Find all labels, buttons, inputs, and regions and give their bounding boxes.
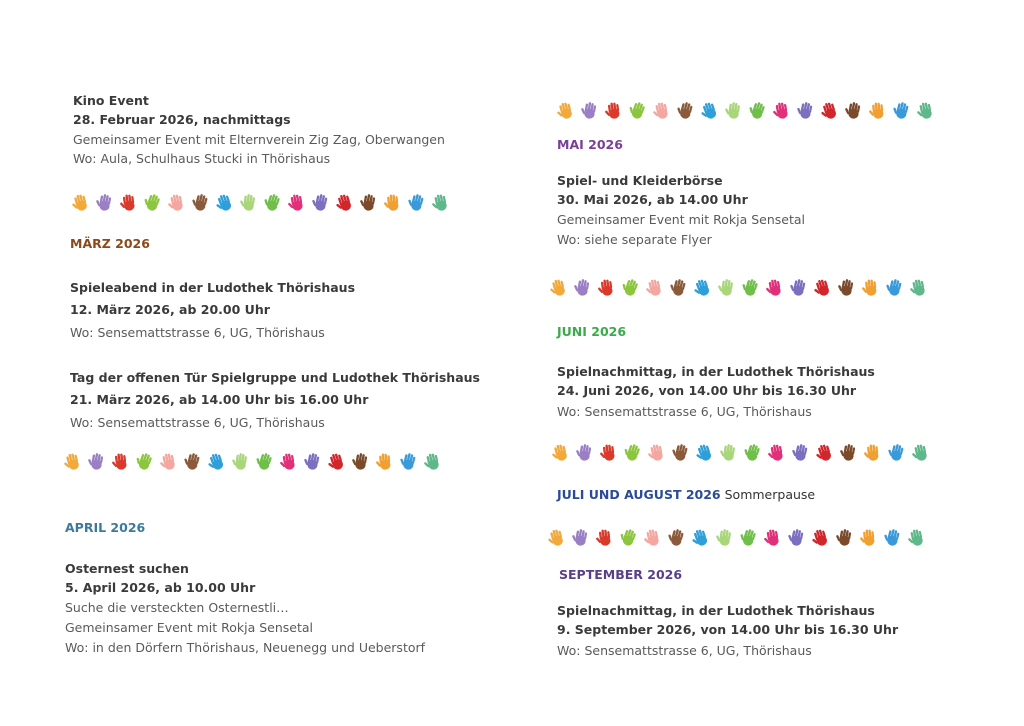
handprint-icon: [570, 275, 595, 300]
handprint-icon: [841, 98, 866, 123]
handprint-icon: [595, 276, 620, 301]
handprint-icon: [164, 190, 190, 216]
handprint-icon: [668, 440, 695, 467]
handprint-icon: [619, 439, 647, 467]
handprint-icon: [644, 440, 670, 466]
handprint-icon: [866, 99, 890, 123]
handprint-icon: [649, 98, 675, 124]
event-title: Spieleabend in der Ludothek Thörishaus: [70, 280, 356, 295]
handprint-icon: [715, 276, 740, 301]
handprint-icon: [642, 275, 668, 301]
handprint-icon: [908, 440, 934, 466]
handprint-icon: [300, 449, 326, 475]
handprint-icon: [884, 440, 911, 467]
handprint-icon: [373, 450, 397, 474]
handprint-icon: [739, 439, 767, 467]
summer-break-note: Sommerpause: [724, 487, 816, 502]
handprint-icon: [691, 439, 719, 467]
handprint-icon: [139, 189, 167, 217]
handprint-icon: [188, 190, 215, 217]
handprint-icon: [109, 450, 134, 475]
event-description: Gemeinsamer Event mit Rokja Sensetal: [65, 620, 313, 635]
event-title: Tag der offenen Tür Spielgruppe und Ludothek Thörishaus: [70, 370, 480, 385]
event-location: Wo: in den Dörfern Thörishaus, Neuenegg und Ueberstorf: [65, 640, 426, 655]
handprint-icon: [180, 449, 207, 476]
month-heading-april: APRIL 2026: [65, 520, 146, 535]
handprint-icon: [664, 525, 691, 552]
handprint-icon: [251, 448, 279, 476]
handprint-icon: [722, 99, 747, 124]
handprint-icon: [906, 275, 932, 301]
month-heading-juni: JUNI 2026: [557, 324, 627, 339]
handprint-divider: [555, 99, 939, 123]
juli-heading-text: JULI UND AUGUST 2026: [557, 487, 721, 502]
handprint-icon: [597, 441, 622, 466]
handprint-icon: [615, 524, 643, 552]
handprint-icon: [577, 98, 602, 123]
handprint-icon: [764, 440, 789, 465]
handprint-icon: [404, 190, 431, 217]
handprint-icon: [117, 191, 142, 216]
handprint-icon: [259, 189, 287, 217]
event-location: Wo: Sensemattstrasse 6, UG, Thörishaus: [557, 643, 812, 658]
handprint-icon: [331, 189, 359, 217]
handprint-icon: [323, 448, 351, 476]
handprint-icon: [356, 190, 381, 215]
handprint-icon: [60, 449, 87, 476]
handprint-icon: [428, 190, 454, 216]
event-date: 9. September 2026, von 14.00 Uhr bis 16.30 Uhr: [557, 622, 899, 637]
handprint-icon: [624, 97, 652, 125]
handprint-icon: [689, 274, 717, 302]
handprint-icon: [744, 97, 772, 125]
handprint-icon: [546, 275, 573, 302]
handprint-icon: [568, 525, 593, 550]
handprint-icon: [396, 449, 423, 476]
event-date: 24. Juni 2026, von 14.00 Uhr bis 16.30 Uhr: [557, 383, 857, 398]
handprint-icon: [548, 440, 575, 467]
handprint-icon: [666, 275, 693, 302]
handprint-icon: [913, 98, 939, 124]
handprint-icon: [696, 97, 724, 125]
handprint-icon: [904, 525, 930, 551]
event-title: Spielnachmittag, in der Ludothek Thörishaus: [557, 364, 875, 379]
event-date: 12. März 2026, ab 20.00 Uhr: [70, 302, 270, 317]
handprint-icon: [381, 191, 405, 215]
handprint-icon: [593, 526, 618, 551]
handprint-icon: [131, 448, 159, 476]
handprint-icon: [68, 190, 95, 217]
event-location: Wo: Sensemattstrasse 6, UG, Thörishaus: [557, 404, 812, 419]
handprint-divider: [70, 191, 454, 215]
handprint-icon: [760, 525, 785, 550]
handprint-icon: [769, 98, 794, 123]
event-description: Gemeinsamer Event mit Elternverein Zig Zag, Oberwangen: [73, 132, 445, 147]
handprint-icon: [544, 525, 571, 552]
handprint-icon: [816, 97, 844, 125]
handprint-icon: [834, 275, 859, 300]
event-location: Wo: Aula, Schulhaus Stucki in Thörishaus: [73, 151, 331, 166]
handprint-icon: [92, 190, 117, 215]
handprint-divider: [550, 441, 934, 465]
handprint-icon: [809, 274, 837, 302]
handprint-icon: [308, 190, 334, 216]
handprint-icon: [617, 274, 645, 302]
event-location: Wo: siehe separate Flyer: [557, 232, 712, 247]
handprint-icon: [229, 450, 254, 475]
event-date: 30. Mai 2026, ab 14.00 Uhr: [557, 192, 748, 207]
event-date: 21. März 2026, ab 14.00 Uhr bis 16.00 Uhr: [70, 392, 369, 407]
handprint-icon: [807, 524, 835, 552]
handprint-icon: [348, 449, 373, 474]
handprint-icon: [735, 524, 763, 552]
event-date: 5. April 2026, ab 10.00 Uhr: [65, 580, 256, 595]
handprint-icon: [859, 276, 883, 300]
handprint-icon: [793, 98, 819, 124]
handprint-icon: [84, 449, 109, 474]
handprint-icon: [602, 99, 627, 124]
event-location: Wo: Sensemattstrasse 6, UG, Thörishaus: [70, 325, 325, 340]
handprint-icon: [788, 440, 814, 466]
handprint-icon: [786, 275, 812, 301]
handprint-icon: [882, 275, 909, 302]
month-heading-maerz: MÄRZ 2026: [70, 236, 150, 251]
handprint-divider: [548, 276, 932, 300]
handprint-icon: [784, 525, 810, 551]
handprint-icon: [811, 439, 839, 467]
event-title: Kino Event: [73, 93, 149, 108]
handprint-icon: [673, 98, 700, 125]
handprint-icon: [284, 190, 309, 215]
handprint-icon: [880, 525, 907, 552]
handprint-icon: [420, 449, 446, 475]
handprint-icon: [687, 524, 715, 552]
handprint-icon: [203, 448, 231, 476]
handprint-icon: [762, 275, 787, 300]
handprint-icon: [553, 98, 580, 125]
event-date: 28. Februar 2026, nachmittags: [73, 112, 291, 127]
handprint-icon: [572, 440, 597, 465]
month-heading-mai: MAI 2026: [557, 137, 623, 152]
handprint-divider: [62, 450, 446, 474]
month-heading-september: SEPTEMBER 2026: [559, 567, 683, 582]
handprint-icon: [717, 441, 742, 466]
handprint-divider: [546, 526, 930, 550]
event-text: Suche die versteckten Osternestli…: [65, 600, 289, 615]
handprint-icon: [276, 449, 301, 474]
handprint-icon: [737, 274, 765, 302]
handprint-icon: [713, 526, 738, 551]
handprint-icon: [211, 189, 239, 217]
handprint-icon: [640, 525, 666, 551]
handprint-icon: [832, 525, 857, 550]
event-description: Gemeinsamer Event mit Rokja Sensetal: [557, 212, 805, 227]
event-location: Wo: Sensemattstrasse 6, UG, Thörishaus: [70, 415, 325, 430]
month-heading-juli-august: [557, 487, 815, 503]
handprint-icon: [836, 440, 861, 465]
event-title: Spielnachmittag, in der Ludothek Thörishaus: [557, 603, 875, 618]
event-title: Osternest suchen: [65, 561, 189, 576]
handprint-icon: [156, 449, 182, 475]
handprint-icon: [861, 441, 885, 465]
handprint-icon: [857, 526, 881, 550]
handprint-icon: [889, 98, 916, 125]
event-title: Spiel- und Kleiderbörse: [557, 173, 723, 188]
handprint-icon: [237, 191, 262, 216]
